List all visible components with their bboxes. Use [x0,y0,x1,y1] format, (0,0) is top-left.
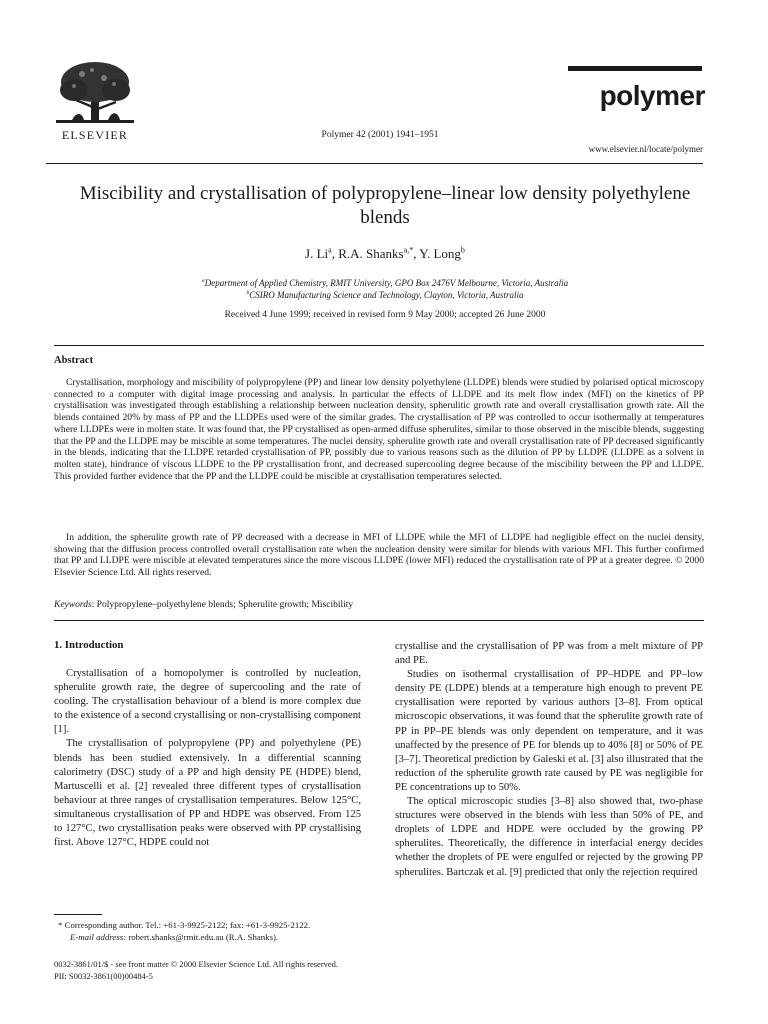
right-column [395,640,703,880]
abstract-paragraph: Crystallisation, morphology and miscibility of polypropylene (PP) and linear low density polyethylene (LLDPE) blends were studied by polarised optical microscopy connected to a computer with digital image processing and analysis. In particular the effects of LLDPE and its melt flow index (MFI) on the kinetics of PP crystallisation was investigated through establishing a relationship between nucleation density, spherulitic growth rate and overall crystallisation growth rate. All the blends contained 20% by mass of PP and the LLDPEs used were of the similar grades. The crystallisation of PP was controlled to occur isothermally at temperatures where LLDPEs were in molten state. It was found that, the PP crystallised as open-armed diffuse spherulites, similar to those observed in the miscible blends, suggesting that the PP and the LLDPE may be miscible at some temperatures. The nuclei density, spherulite growth rate and overall crystallisation rate of PP decreased significantly in the blends, indicating that the LLDPE retarded crystallisation of PP, possibly due to various reasons such as the dilution of PP by LLDPE (LLDPE as a solvent in molten state), hindrance of viscous LLDPE to the PP crystallisation front, and decreased supercooling degree because of the miscibility between the PP and LLDPE. This provided further evidence that the PP and the LLDPE could be miscible at crystallisation temperatures selected. [54,377,704,482]
body-paragraph: Studies on isothermal crystallisation of PP–HDPE and PP–low density PE (LDPE) blends at a temperature high enough to prevent PE crystallisation were reported by various authors [3–8]. From optical microscopic observations, it was found that the spherulite growth rate of PP in PP–PE blends was only dependent on temperature, and it was unaffected by the presence of PE for blends up to 40% [8] or 50% of PE [3–7]. Theoretical prediction by Galeski et al. [3] also illustrated that the reduction of the spherulite growth rate caused by PE was negligible for PE concentrations up to 50%. [395,669,703,793]
elsevier-tree-icon [52,60,138,130]
author-name: R.A. Shanks [338,246,404,261]
email-note [70,932,370,944]
author-affiliation-mark: a,* [403,245,414,255]
article-title: Miscibility and crystallisation of polypropylene–linear low density polyethylene blends [79,183,691,228]
email-address[interactable]: robert.shanks@rmit.edu.au (R.A. Shanks). [128,932,279,942]
body-paragraph: crystallise and the crystallisation of PP was from a melt mixture of PP and PE. [395,641,703,667]
header-divider [46,163,703,164]
body-divider [54,620,704,621]
body-paragraph: Crystallisation of a homopolymer is controlled by nucleation, spherulite growth rate, the degree of supercooling and the rate of cooling. The crystallisation behaviour of a blend is more complex due to the existence of a second crystallising or non-crystallising component [1]. [54,668,361,736]
journal-brand: polymer [599,80,705,111]
affiliation-mark: b [246,290,250,296]
body-paragraph: The optical microscopic studies [3–8] also showed that, two-phase structures were observed in the blends with less than 50% of PE, and droplets of LDPE and HDPE were occluded by the growing PP spherulites. Theoretically, the difference in interfacial energy decides whether the droplets of PE were engulfed or rejected by the growing PP spherulites. Bartczak et al. [9] predicted that only the rejection required [395,796,703,878]
front-matter-note: 0032-3861/01/$ - see front matter © 2000 Elsevier Science Ltd. All rights reserved. [54,959,339,969]
body-paragraph: The crystallisation of polypropylene (PP) and polyethylene (PE) blends has been studied extensively. In a differential scanning calorimetry (DSC) study of a PP and high density PE (HDPE) blend, Martuscelli et al. [2] revealed three different types of crystallisation behaviour at three ranges of crystallisation temperatures. Below 125°C, simultaneous crystallisation of PP and HDPE was observed. From 125 to 127°C, two crystallisation peaks were observed with PP crystallising first. Above 127°C, HDPE could not [54,738,361,849]
author-affiliation-mark: a [328,245,332,255]
abstract-heading: Abstract [54,355,94,366]
journal-citation: Polymer 42 (2001) 1941–1951 [321,130,439,140]
keywords-label: Keywords [54,600,92,610]
affiliation-text: CSIRO Manufacturing Science and Technology, Clayton, Victoria, Australia [249,290,524,300]
publisher-name: ELSEVIER [61,128,129,142]
abstract-divider [54,345,704,346]
author-name: J. Li [305,246,329,261]
affiliation [60,278,710,288]
email-label: E-mail address: [70,932,127,942]
affiliation-mark: a [201,278,205,284]
pii-note: PII: S0032-3861(00)00484-5 [54,971,153,981]
author-name: Y. Long [419,246,461,261]
affiliation [60,290,710,300]
journal-url[interactable]: www.elsevier.nl/locate/polymer [588,144,703,154]
keywords-line: Keywords: Polypropylene–polyethylene blends; Spherulite growth; Miscibility [54,600,354,610]
footnote-divider [54,914,102,915]
left-column [54,667,361,850]
section-heading: 1. Introduction [54,639,124,651]
author-affiliation-mark: b [460,245,465,255]
abstract-paragraph: In addition, the spherulite growth rate of PP decreased with a decrease in MFI of LLDPE while the MFI of LLDPE had negligible effect on the nuclei density, showing that the diffusion process controlled overall crystallisation rate when the nucleation density were similar for blends with various MFI. This further confirmed that PP and LLDPE were miscible at elevated temperatures since the more viscous LLDPE (lower MFI) reduced the crystallisation rate of PP at a greater degree. © 2000 Elsevier Science Ltd. All rights reserved. [54,532,704,579]
header-bar [568,66,702,71]
received-dates: Received 4 June 1999; received in revised form 9 May 2000; accepted 26 June 2000 [224,310,546,320]
corresponding-author-note: * Corresponding author. Tel.: +61-3-9925-2122; fax: +61-3-9925-2122. [58,920,311,930]
author-list: J. Li$^a$, R.A. Shanks$^{a,*}$, Y. Long$^b$ [305,245,465,261]
keywords-text: Polypropylene–polyethylene blends; Spherulite growth; Miscibility [96,600,354,610]
affiliation-text: Department of Applied Chemistry, RMIT University, GPO Box 2476V Melbourne, Victoria, Australia [204,278,569,288]
